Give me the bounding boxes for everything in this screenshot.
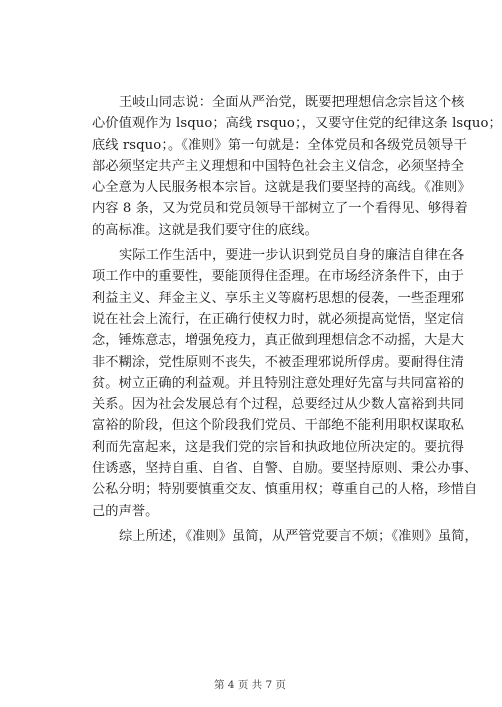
paragraph-line: 的高标准。这就是我们要守住的底线。 (92, 222, 318, 238)
paragraph-line: 心全意为人民服务根本宗旨。这就是我们要坚持的高线。《准则》 (92, 180, 471, 196)
paragraph-line: 利而先富起来，这是我们党的宗旨和执政地位所决定的。要抗得 (92, 439, 465, 455)
paragraph-3 (92, 526, 478, 547)
paragraph-line: 项工作中的重要性，要能顶得住歪理。在市场经济条件下，由于 (92, 269, 465, 285)
paragraph-1 (92, 92, 502, 241)
paragraph-line: 利益主义、拜金主义、享乐主义等腐朽思想的侵袭，一些歪理邪 (92, 290, 465, 306)
paragraph-line: 底线 rsquo；。《准则》第一句就是：全体党员和各级党员领导干 (92, 137, 468, 153)
paragraph-line: 部必须坚定共产主义理想和中国特色社会主义信念，必须坚持全 (92, 158, 465, 174)
paragraph-line: 富裕的阶段，但这个阶段我们党员、干部绝不能利用职权谋取私 (92, 418, 465, 434)
paragraph-2 (92, 245, 478, 522)
paragraph-line: 公私分明；特别要慎重交友、慎重用权；尊重自己的人格，珍惜自 (92, 482, 478, 498)
paragraph-line: 住诱惑，坚持自重、自省、自警、自励。要坚持原则、秉公办事、 (92, 461, 478, 477)
paragraph-line: 说在社会上流行，在正确行使权力时，就必须提高觉悟，坚定信 (92, 311, 465, 327)
paragraph-line: 关系。因为社会发展总有个过程，总要经过从少数人富裕到共同 (92, 397, 465, 413)
paragraph-line: 心价值观作为 lsquo；高线 rsquo；，又要守住党的纪律这条 lsquo； (92, 116, 502, 132)
paragraph-line: 实际工作生活中，要进一步认识到党员自身的廉洁自律在各 (119, 248, 465, 264)
paragraph-line: 非不糊涂，党性原则不丧失，不被歪理邪说所俘虏。要耐得住清 (92, 354, 465, 370)
page-number-footer: 第 4 页 共 7 页 (213, 679, 287, 691)
document-body (92, 92, 502, 547)
paragraph-line: 己的声誉。 (92, 503, 159, 519)
paragraph-line: 贫。树立正确的利益观。并且特别注意处理好先富与共同富裕的 (92, 375, 465, 391)
paragraph-line: 综上所述，《准则》虽简，从严管党要言不烦；《准则》虽简， (119, 528, 478, 544)
paragraph-line: 念，锤炼意志，增强免疫力，真正做到理想信念不动摇，大是大 (92, 333, 465, 349)
paragraph-line: 王岐山同志说：全面从严治党，既要把理想信念宗旨这个核 (119, 95, 465, 110)
paragraph-line: 内容 8 条，又为党员和党员领导干部树立了一个看得见、够得着 (92, 201, 468, 217)
